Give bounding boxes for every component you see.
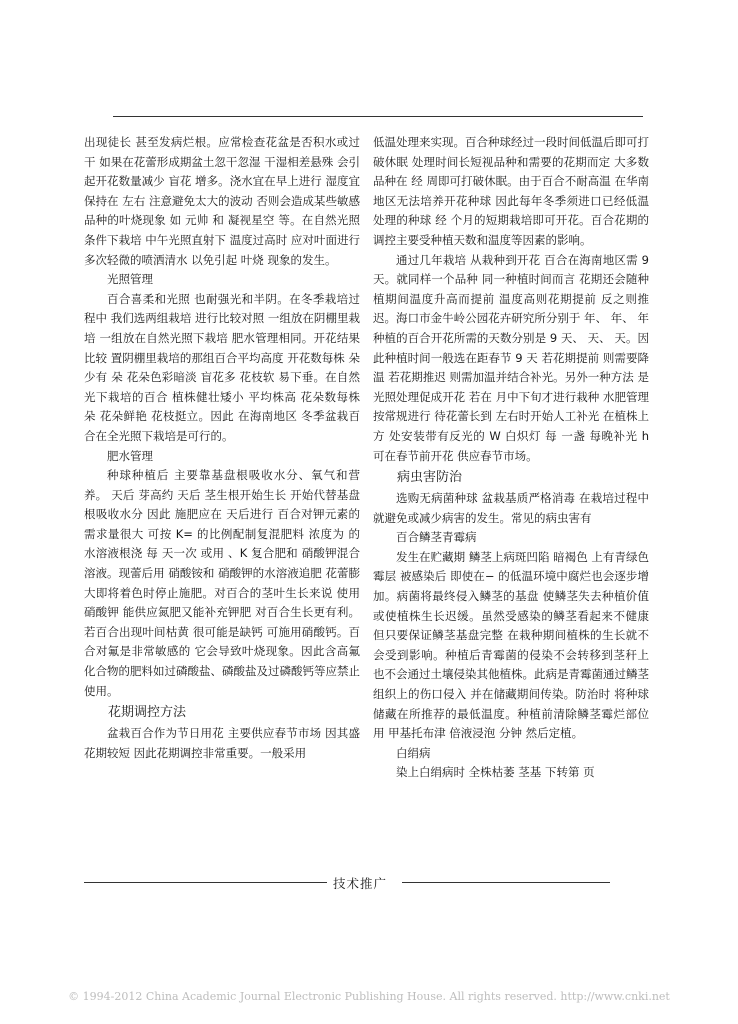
paragraph: 低温处理来实现。百合种球经过一段时间低温后即可打破休眠 处理时间长短视品种和需要的花期而定 大多数品种在 经 周即可打破休眠。由于百合不耐高温 在华南地区无法培养开花种球 因此每年冬季须进口已经低温处理的种球 经 个月的短期栽培即可开花。百合花期的调控主要受种植天数和温度等因素的影响。 [373,135,649,247]
section-heading-flowering-control: 花期调控方法 [108,705,187,721]
subheading-white-rot: 白绢病 [396,745,431,760]
paragraph: 通过几年栽培 从栽种到开花 百合在海南地区需 9 天。就同样一个品种 同一种植时间而言 花期还会随种植期间温度升高而提前 温度高则花期提前 反之则推迟。海口市金牛岭公园花卉研究所分别于 年、 年、 年种植的百合开花所需的天数分别是 9 天、 天、 天。因此种植时间一般选在距春节 9 天 若花期提前 则需要降温 若花期推迟 则需加温并结合补光。另外一种方法 是光照处理促成开花 若在 月中下旬才进行栽种 水肥管理按常规进行 待花蕾长到 左右时开始人工补光 在植株上方 处安装带有反光的 W 白炽灯 每 一盏 每晚补光 h 可在春节前开花 供应春节市场。 [373,252,649,463]
copyright-watermark: © 1994-2012 China Academic Journal Electronic Publishing House. All rights reserved. http://www.cnki.net [68,990,670,1003]
left-column [84,133,360,763]
footer-section-label: 技术推广 [333,876,388,891]
header-rule [113,116,643,117]
right-column [373,133,649,783]
paragraph: 百合喜柔和光照 也耐强光和半阴。在冬季栽培过程中 我们选两组栽培 进行比较对照 一组放在阴棚里栽培 一组放在自然光照下栽培 肥水管理相同。开花结果比较 置阴棚里栽培的那组百合平均高度 开花数每株 朵 少有 朵 花朵色彩暗淡 盲花多 花枝软 易下垂。在自然光下栽培的百合 植株健壮矮小 平均株高 花朵数每株 朵 花朵鲜艳 花枝挺立。因此 在海南地区 冬季盆栽百合在全光照下栽培是可行的。 [84,291,360,443]
paragraph: 染上白绢病时 全株枯萎 茎基 下转第 页 [396,765,595,780]
paragraph: 发生在贮藏期 鳞茎上病斑凹陷 暗褐色 上有青绿色霉层 被感染后 即使在− 的低温环境中腐烂也会逐步增加。病菌将最终侵入鳞茎的基盘 使鳞茎失去种植价值或使植株生长迟缓。虽然受感染的鳞茎看起来不健康 但只要保证鳞茎基盘完整 在栽种期间植株的生长就不会受到影响。种植后青霉菌的侵染不会转移到茎秆上 也不会通过土壤侵染其他植株。此病是青霉菌通过鳞茎组织上的伤口侵入 并在储藏期间传染。防治时 将种球储藏在所推荐的最低温度。种植前清除鳞茎霉烂部位 用 甲基托布津 倍液浸泡 分钟 然后定植。 [373,549,649,741]
paragraph: 种球种植后 主要靠基盘根吸收水分、氧气和营养。 天后 芽高约 天后 茎生根开始生长 开始代替基盘根吸收水分 因此 施肥应在 天后进行 百合对钾元素的需求量很大 可按 K= 的比例配制复混肥料 浓度为 的水溶液根浇 每 天一次 或用 、K 复合肥和 硝酸钾混合溶液。现蕾后用 硝酸铵和 硝酸钾的水溶液追肥 花蕾膨大即将着色时停止施肥。对百合的茎叶生长来说 使用硝酸钾 能供应氮肥又能补充钾肥 对百合生长更有利。若百合出现叶间枯黄 很可能是缺钙 可施用硝酸钙。百合对氟是非常敏感的 它会导致叶烧现象。因此含高氟化合物的肥料如过磷酸盐、磷酸盐及过磷酸钙等应禁止使用。 [84,468,360,698]
footer-rule-left [84,882,327,883]
section-heading-pest-control: 病虫害防治 [397,470,463,486]
footer-rule-right [402,882,610,883]
paragraph: 盆栽百合作为节日用花 主要供应春节市场 因其盛花期较短 因此花期调控非常重要。一般采用 [84,726,360,760]
subheading-light: 光照管理 [107,272,153,287]
paragraph: 选购无病菌种球 盆栽基质严格消毒 在栽培过程中就避免或减少病害的发生。常见的病虫害有 [373,491,649,525]
paragraph: 出现徒长 甚至发病烂根。应常检查花盆是否积水或过干 如果在花蕾形成期盆土忽干忽湿 干湿相差悬殊 会引起开花数量减少 盲花 增多。浇水宜在早上进行 湿度宜保持在 左右 注意避免太大的波动 否则会造成某些敏感品种的叶烧现象 如 元帅 和 凝视星空 等。在自然光照条件下栽培 中午光照直射下 温度过高时 应对叶面进行多次轻微的喷洒清水 以免引起 叶烧 现象的发生。 [84,135,360,267]
subheading-blue-mold: 百合鳞茎青霉病 [396,530,477,545]
subheading-fertilizer: 肥水管理 [107,448,153,463]
